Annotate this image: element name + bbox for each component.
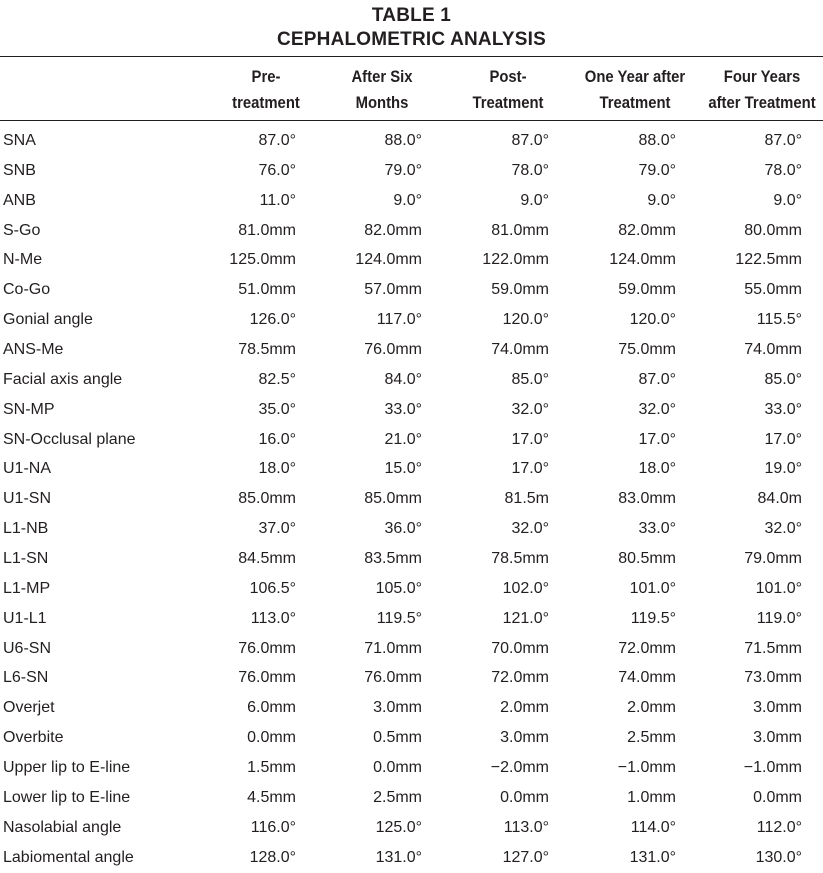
table-cell: 0.5mm <box>373 729 422 747</box>
table-cell: 120.0° <box>502 311 549 329</box>
table-cell: 0.0mm <box>753 788 802 806</box>
table-cell: 85.0mm <box>238 490 296 508</box>
table-cell: −1.0mm <box>617 759 676 777</box>
column-header-one-year-after: One Year after Treatment <box>584 68 686 112</box>
row-label: N-Me <box>3 251 43 269</box>
table-cell: 113.0° <box>503 818 549 836</box>
table-cell: 9.0° <box>647 191 676 209</box>
table-title: CEPHALOMETRIC ANALYSIS <box>276 29 547 50</box>
row-label: SNA <box>3 132 36 149</box>
table-row <box>0 484 823 514</box>
table-cell: 83.5mm <box>364 550 422 568</box>
table-cell: 124.0mm <box>355 251 422 269</box>
row-label: L6-SN <box>3 669 49 687</box>
table-cell: 71.0mm <box>364 639 422 657</box>
row-label: Co-Go <box>3 281 51 299</box>
table-cell: 127.0° <box>502 848 549 866</box>
table-row <box>0 126 823 156</box>
table-cell: 15.0° <box>384 460 422 478</box>
table-cell: 19.0° <box>764 460 802 478</box>
table-row <box>0 753 823 783</box>
table-cell: 32.0° <box>511 520 549 538</box>
table-cell: 0.0mm <box>247 729 296 747</box>
table-cell: 85.0° <box>511 370 549 388</box>
table-cell: 78.0° <box>764 161 802 179</box>
row-label: U6-SN <box>3 639 52 657</box>
table-cell: 32.0° <box>638 400 676 418</box>
table-cell: 1.5mm <box>247 759 296 777</box>
table-cell: 82.0mm <box>364 221 422 239</box>
table-row <box>0 514 823 544</box>
table-row <box>0 544 823 574</box>
row-label: SNB <box>3 161 36 179</box>
table-cell: 122.0mm <box>482 251 549 269</box>
table-cell: 17.0° <box>511 430 549 448</box>
table-cell: 114.0° <box>630 818 676 836</box>
table-cell: 85.0mm <box>364 490 422 508</box>
table-cell: 87.0° <box>638 370 676 388</box>
row-label: L1-MP <box>3 579 51 597</box>
table-cell: 74.0mm <box>618 669 676 687</box>
table-cell: 17.0° <box>511 460 549 478</box>
table-number: TABLE 1 <box>371 5 452 26</box>
header-rule <box>0 120 823 121</box>
table-row <box>0 783 823 813</box>
table-cell: 124.0mm <box>609 251 676 269</box>
table-cell: 125.0mm <box>229 251 296 269</box>
table-cell: 72.0mm <box>491 669 549 687</box>
table-cell: −1.0mm <box>743 759 802 777</box>
table-cell: 72.0mm <box>618 639 676 657</box>
table-cell: 9.0° <box>393 191 422 209</box>
top-rule <box>0 56 823 57</box>
table-cell: 2.5mm <box>373 788 422 806</box>
table-cell: 115.5° <box>756 311 802 329</box>
table-row <box>0 186 823 216</box>
table-cell: 122.5mm <box>735 251 802 269</box>
table-cell: 81.0mm <box>491 221 549 239</box>
table-cell: 76.0mm <box>364 341 422 359</box>
table-cell: 79.0° <box>384 161 422 179</box>
table-row <box>0 395 823 425</box>
table-cell: 79.0° <box>638 161 676 179</box>
table-cell: 3.0mm <box>753 699 802 717</box>
table-cell: 116.0° <box>250 818 296 836</box>
table-cell: 71.5mm <box>744 639 802 657</box>
row-label: U1-SN <box>3 490 52 508</box>
table-cell: 70.0mm <box>491 639 549 657</box>
table-cell: 16.0° <box>258 430 296 448</box>
table-row <box>0 663 823 693</box>
table-row <box>0 335 823 365</box>
table-cell: 121.0° <box>502 609 549 627</box>
table-cell: 74.0mm <box>491 341 549 359</box>
row-label: S-Go <box>3 221 41 239</box>
row-label: Gonial angle <box>3 311 93 329</box>
table-cell: 4.5mm <box>247 788 296 806</box>
table-cell: 0.0mm <box>373 759 422 777</box>
table-cell: 73.0mm <box>744 669 802 687</box>
table-cell: 106.5° <box>249 579 296 597</box>
table-cell: 2.0mm <box>500 699 549 717</box>
row-label: Facial axis angle <box>3 370 123 388</box>
row-label: Overbite <box>3 729 64 747</box>
table-cell: 18.0° <box>638 460 676 478</box>
table-cell: 126.0° <box>249 311 296 329</box>
column-header-pretreatment: Pre- treatment <box>232 68 300 112</box>
table-cell: 80.0mm <box>744 221 802 239</box>
table-cell: 76.0mm <box>364 669 422 687</box>
table-row <box>0 275 823 305</box>
table-cell: 6.0mm <box>247 699 296 717</box>
table-cell: 131.0° <box>629 848 676 866</box>
table-cell: 9.0° <box>520 191 549 209</box>
table-cell: 112.0° <box>756 818 802 836</box>
row-label: Upper lip to E-line <box>3 759 131 777</box>
row-label: SN-MP <box>3 400 55 418</box>
table-cell: 78.5mm <box>491 550 549 568</box>
table-cell: 1.0mm <box>627 788 676 806</box>
row-label: Lower lip to E-line <box>3 788 131 806</box>
table-cell: 119.5° <box>376 609 422 627</box>
table-cell: 128.0° <box>249 848 296 866</box>
table-cell: 59.0mm <box>618 281 676 299</box>
table-cell: 21.0° <box>384 430 422 448</box>
table-cell: 88.0° <box>384 132 422 149</box>
table-cell: 125.0° <box>375 818 422 836</box>
table-cell: 75.0mm <box>618 341 676 359</box>
table-cell: 85.0° <box>764 370 802 388</box>
table-cell: 33.0° <box>764 400 802 418</box>
table-cell: 130.0° <box>755 848 802 866</box>
row-label: Overjet <box>3 699 55 717</box>
table-row <box>0 365 823 395</box>
table-row <box>0 425 823 455</box>
row-label: ANB <box>3 191 36 209</box>
table-row <box>0 693 823 723</box>
row-label: ANS-Me <box>3 341 64 359</box>
table-cell: 3.0mm <box>753 729 802 747</box>
table-row <box>0 454 823 484</box>
row-label: Labiomental angle <box>3 848 134 866</box>
table-cell: 35.0° <box>258 400 296 418</box>
table-cell: 55.0mm <box>744 281 802 299</box>
table-cell: 2.0mm <box>627 699 676 717</box>
row-label: L1-NB <box>3 520 49 538</box>
table-cell: 102.0° <box>502 579 549 597</box>
row-label: U1-L1 <box>3 609 47 627</box>
table-cell: 83.0mm <box>618 490 676 508</box>
table-cell: 82.0mm <box>618 221 676 239</box>
table-cell: 17.0° <box>764 430 802 448</box>
table-cell: 119.0° <box>756 609 802 627</box>
table-cell: 9.0° <box>773 191 802 209</box>
row-label: SN-Occlusal plane <box>3 430 136 448</box>
table-row <box>0 843 823 873</box>
table-cell: 84.0m <box>757 490 802 508</box>
column-header-after-six-months: After Six Months <box>351 68 413 112</box>
table-cell: 119.5° <box>630 609 676 627</box>
table-cell: 0.0mm <box>500 788 549 806</box>
table-cell: 105.0° <box>375 579 422 597</box>
table-cell: 101.0° <box>629 579 676 597</box>
table-row <box>0 574 823 604</box>
table-cell: 76.0mm <box>238 669 296 687</box>
table-cell: −2.0mm <box>490 759 549 777</box>
table-cell: 84.0° <box>384 370 422 388</box>
table-cell: 59.0mm <box>491 281 549 299</box>
table-cell: 57.0mm <box>364 281 422 299</box>
table-cell: 33.0° <box>638 520 676 538</box>
table-cell: 76.0° <box>258 161 296 179</box>
table-cell: 3.0mm <box>500 729 549 747</box>
table-cell: 78.5mm <box>238 341 296 359</box>
column-header-four-years-after: Four Years after Treatment <box>708 68 816 112</box>
table-cell: 113.0° <box>250 609 296 627</box>
table-cell: 120.0° <box>629 311 676 329</box>
table-cell: 79.0mm <box>744 550 802 568</box>
table-cell: 101.0° <box>755 579 802 597</box>
table-cell: 117.0° <box>376 311 422 329</box>
table-cell: 84.5mm <box>238 550 296 568</box>
table-cell: 80.5mm <box>618 550 676 568</box>
table-row <box>0 604 823 634</box>
table-cell: 11.0° <box>259 191 296 209</box>
table-cell: 87.0° <box>764 132 802 149</box>
table-cell: 2.5mm <box>627 729 676 747</box>
row-label: Nasolabial angle <box>3 818 122 836</box>
row-label: L1-SN <box>3 550 49 568</box>
table-cell: 87.0° <box>511 132 549 149</box>
table-cell: 32.0° <box>764 520 802 538</box>
table-cell: 82.5° <box>258 370 296 388</box>
table-cell: 3.0mm <box>373 699 422 717</box>
table-cell: 17.0° <box>638 430 676 448</box>
table-row <box>0 723 823 753</box>
table-row <box>0 634 823 664</box>
column-header-post-treatment: Post- Treatment <box>472 68 544 112</box>
row-label: U1-NA <box>3 460 52 478</box>
table-cell: 33.0° <box>384 400 422 418</box>
table-cell: 51.0mm <box>238 281 296 299</box>
table-cell: 32.0° <box>511 400 549 418</box>
table-cell: 37.0° <box>258 520 296 538</box>
table-cell: 131.0° <box>375 848 422 866</box>
table-row <box>0 305 823 335</box>
table-cell: 76.0mm <box>238 639 296 657</box>
table-cell: 88.0° <box>638 132 676 149</box>
table-cell: 74.0mm <box>744 341 802 359</box>
table-body <box>0 126 823 872</box>
table-cell: 18.0° <box>258 460 296 478</box>
table-row <box>0 216 823 246</box>
table-cell: 36.0° <box>384 520 422 538</box>
table-cell: 81.0mm <box>238 221 296 239</box>
table-row <box>0 156 823 186</box>
table-row <box>0 245 823 275</box>
table-cell: 78.0° <box>511 161 549 179</box>
table-cell: 81.5m <box>504 490 549 508</box>
table-cell: 87.0° <box>258 132 296 149</box>
table-row <box>0 813 823 843</box>
